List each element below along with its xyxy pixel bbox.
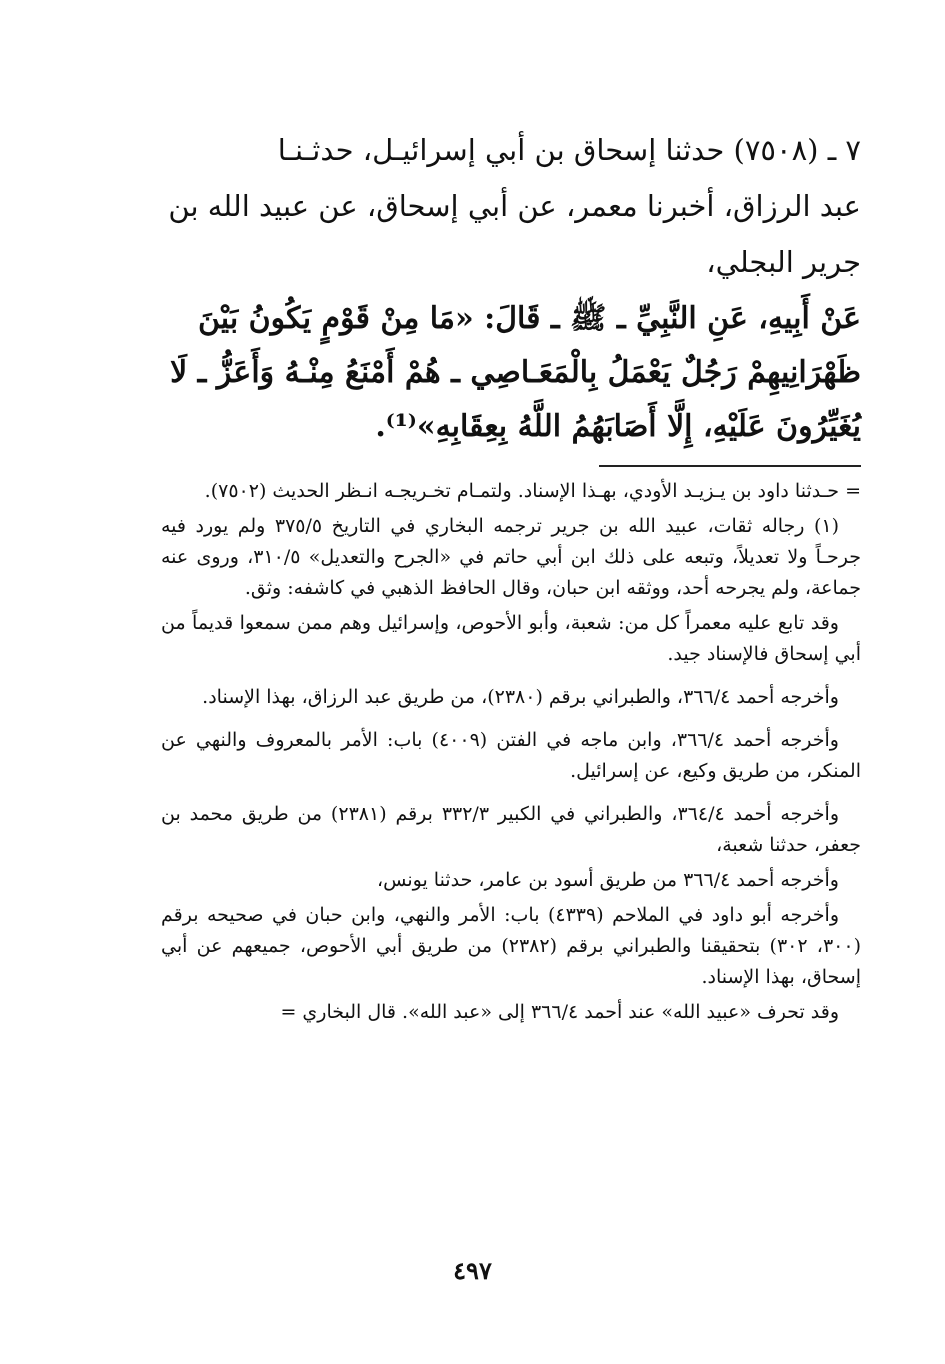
hadith-matn xyxy=(161,292,861,454)
matn-line: يُغَيِّرُونَ عَلَيْهِ، إِلَّا أَصَابَهُمُ اللَّهُ بِعِقَابِهِ»⁽¹⁾. xyxy=(375,409,861,444)
footnote-paragraph: وأخرجه أبو داود في الملاحم (٤٣٣٩) باب: الأمر والنهي، وابن حبان في صحيحه برقم (٣٠٠، ٣٠٢) بتحقيقنا والطبراني برقم (٢٣٨٢) من طريق أبي الأحوص، جميعهم عن أبي إسحاق، بهذا الإسناد. xyxy=(161,904,861,988)
matn-line: عَنْ أَبِيهِ، عَنِ النَّبِيِّ ـ ﷺ ـ قَالَ: «مَا مِنْ قَوْمٍ يَكُونُ بَيْنَ xyxy=(197,301,861,336)
footnote-continuation: = حـدثنا داود بن يـزيـد الأودي، بهـذا الإسناد. ولتمـام تخـريجـه انـظر الحديث (٧٥٠٢). xyxy=(204,480,861,502)
footnote-paragraph: وأخرجه أحمد ٣٦٦/٤، والطبراني برقم (٢٣٨٠)، من طريق عبد الرزاق، بهذا الإسناد. xyxy=(202,686,839,708)
footnote-1: (١) رجاله ثقات، عبيد الله بن جرير ترجمه البخاري في التاريخ ٣٧٥/٥ ولم يورد فيه جرحـاً ولا تعديلاً، وتبعه على ذلك ابن أبي حاتم في «الجرح والتعديل» ٣١٠/٥، وروى عنه جماعة، ولم يجرحه أحد، ووثقه ابن حبان، وقال الحافظ الذهبي في كاشفه: وثق. xyxy=(161,515,861,599)
footnote-paragraph: وقد تابع عليه معمراً كل من: شعبة، وأبو الأحوص، وإسرائيل وهم ممن سمعوا قديماً من أبي إسحاق فالإسناد جيد. xyxy=(161,612,861,665)
page-number: ٤٩٧ xyxy=(453,1256,492,1285)
matn-line: ظَهْرَانِيهِمْ رَجُلٌ يَعْمَلُ بِالْمَعَـاصِي ـ هُمْ أَمْنَعُ مِنْـهُ وَأَعَزُّ ـ لَا xyxy=(170,355,861,390)
footnote-paragraph: وأخرجه أحمد ٣٦٤/٤، والطبراني في الكبير ٣٣٢/٣ برقم (٢٣٨١) من طريق محمد بن جعفر، حدثنا شعبة، xyxy=(161,803,861,856)
hadith-isnad xyxy=(161,122,861,290)
footnote-paragraph: وأخرجه أحمد ٣٦٦/٤، وابن ماجه في الفتن (٤٠٠٩) باب: الأمر بالمعروف والنهي عن المنكر، من طريق وكيع، عن إسرائيل. xyxy=(161,729,861,782)
isnad-line: ٧ ـ (٧٥٠٨) حدثنا إسحاق بن أبي إسرائيـل، حدثـنـا xyxy=(277,133,861,167)
footnote-paragraph: وأخرجه أحمد ٣٦٦/٤ من طريق أسود بن عامر، حدثنا يونس، xyxy=(377,869,839,891)
footnotes xyxy=(161,476,861,1032)
footnote-separator xyxy=(599,465,861,467)
footnote-paragraph: وقد تحرف «عبيد الله» عند أحمد ٣٦٦/٤ إلى «عبد الله». قال البخاري = xyxy=(280,1001,839,1023)
isnad-line: عبد الرزاق، أخبرنا معمر، عن أبي إسحاق، عن عبيد الله بن xyxy=(168,189,861,223)
isnad-line: جرير البجلي، xyxy=(706,245,861,279)
